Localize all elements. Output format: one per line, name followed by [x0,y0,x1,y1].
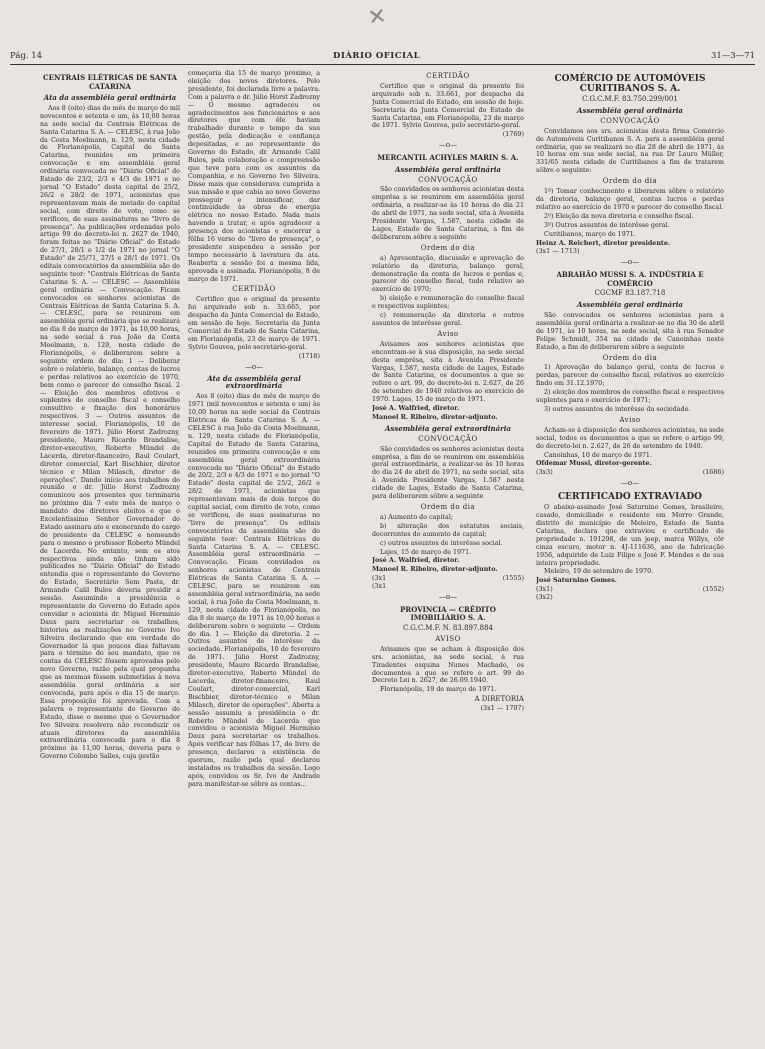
cert-text: Certifico que o original da presente foi arquivado sob n. 33.661, por despacho da Junta Comercial do Estado, em sessão de hoje. Secretaria da Junta Comercial do Estado de Santa Catarina, em Florianópolis, 23 de março de 1971. Sylvio Gouvea, pelo secretário-geral. [372,82,524,130]
company-date: Curitibanos, março de 1971. [544,230,636,238]
ordem-item: 3º) Outros assuntos de interêsse geral. [544,221,670,229]
company-title: MERCANTIL ACHYLES MARIN S. A. [377,153,519,163]
company-conv: CONVOCAÇÃO [600,116,660,125]
ordem-item: 3) outros assuntos de interêsse da sociedade. [544,406,691,413]
company-text: Convidamos aos srs. acionistas desta firma Comércio de Automóveis Curitibanos S. A. para a assembléia geral ordinária, que se realizará no dia 28 de abril de 1971, às 10 horas em sua sede social, na rua Dr Lauro Müller, 331/65 nesta cidade de Curitibanos a fim de tratarem sôbre o seguinte: [536,127,724,175]
aviso-text: Avisamos aos senhores acionistas que encontram-se à sua disposição, na sede social desta emprêsa, sita à Avenida Presidente Vargas, 1.587, nesta cidade de Lages, Estado de Santa Catarina, os documentos a que se refere o art. 99, do decreto-lei n. 2.627, de 26 de setembro de 1940 relativos ao exercício de 1970. Lages, 15 de março de 1971. [372,340,524,404]
cert-date: Meleiro, 19 de setembro de 1970. [544,568,654,576]
company-title: ABRAHÃO MUSSI S. A. INDÚSTRIA E COMÉRCIO [556,270,704,288]
aviso-title: Aviso [437,329,459,338]
extra-conv: CONVOCAÇÃO [418,434,478,443]
ordem-item: 2º) Eleição da nova diretoria e conselho fiscal. [544,212,694,220]
company-text: Avisamos que se acham à disposição dos srs. acionistas, na sede social, à rua Tiradentes esquina Nunes Machado, os documentos a que se refere o art. 99 do Decreto Lei n. 2627, de 26.09.1940. [372,645,524,685]
extra-date: Lajes, 15 de março de 1971. [380,548,472,556]
publication-title: DIÁRIO OFICIAL [332,51,421,61]
signature: José A. Walfried, diretor. [372,405,460,413]
ordem-item: b) eleição e remuneração do conselho fiscal e respectivos suplentes; [372,295,524,311]
extra-ordem: Ordem do dia [420,503,476,511]
certidao-ref: (1718) [298,351,320,360]
extra-title: Ata da assembléia geral extraordinária [207,373,301,391]
signature: José A. Walfried, diretor. [372,557,460,565]
company-cgc: C.G.C.M.F. N. 83.897.884 [402,623,494,632]
ordem-item: 1º) Tomar conhecimento e liberarem sôbre o relatório da diretoria, balanço geral, contas lucros e perdas relativo ao exercício de 1970 e parecer do conselho fiscal. [536,188,724,211]
page-date: 31—3—71 [710,51,755,61]
ordem-item: a) Apresentação, discussão e aprovação do relatório da diretoria, balanço geral, demonstração da conta de lucros e perdas e, parecer do conselho fiscal, tudo relativo ao exercício de 1970; [372,254,524,294]
signature: Manoel R. Ribeiro, diretor-adjunto. [372,566,498,574]
ordem-item: c) remuneração da diretoria e outros assuntos de interêsse geral. [372,312,524,327]
aviso-text: Acham-se à disposição dos senhores acionistas, na sede social, todos os documentos a que se refere o artigo 99, do decreto-lei n. 2.627, de 26 de setembro de 1940. [536,426,724,450]
cert-title: CERTIDÃO [426,72,470,80]
signature: José Saturnino Gomes. [536,577,617,585]
extra-item: a) Aumento do capital; [380,513,453,521]
ordem-item: 1) Aprovação do balanço geral, conta de lucros e perdas, parecer do conselho fiscal, relativos ao exercício findo em 31.12.1970; [536,364,724,388]
extra-text: São convidados os senhores acionistas desta emprêsa, a fim de se reunirem em assembléia geral extraordinária, a realizar-se às 10 horas do dia 24 de abril de 1971, na sede social, sita à Avenida Presidente Vargas, 1.587 nesta cidade de Lages, Estado de Santa Catarina, para deliberarem sôbre a seguinte [372,445,524,501]
certidao-text: Certifico que o original da presente foi arquivado sob n. 33.665, por despacho da Junta Comercial do Estado, em sessão de hoje. Secretaria da Junta Comercial do Estado de Santa Catarina, em Florianópolis, 23 de março de 1971. Sylvio Gouvea, pelo secretário-geral. [188,296,320,351]
article-paragraph: Aos 8 (oito) dias do mês de março do mil novecentos e setenta e um, às 10,00 horas na sede social da Centrais Elétricas de Santa Catarina S. A. — CELESC, à rua João da Costa Moelmann, n. 129, nesta cidade de Florianópolis, Capital de Santa Catarina, reunidos em primeira convocação e em assembléia geral ordinária convocada no "Diário Oficial" do Estado de 23/2, 2/3 e 4/3 de 1971 e no jornal "O Estado" desta capital de 25/2, 26/2 e 28/2 de 1971, acionistas que representavam mais de metade do capital social, com direito de voto, como se verificou, de suas assinaturas no "livro de presença". As publicações ordenadas pelo artigo 99 do decreto-lei n. 2627 de 1940, foram feitas no "Diário Oficial" do Estado de 27/1, 28/1 e 1/2 de 1971 no jornal "O Estado" de 25/71, 27/1 e 28/1 de 1971. Os editais convocatórios da assembléia são do seguinte teor: "Centrais Elétricas de Santa Catarina S. A. — CELESC — Assembléia geral ordinária — Convocação. Ficam convocados os senhores acionistas de Centrais Elétricas de Santa Catarina S. A. — CELESC, para se reunirem em assembléia geral ordinária que se realizará no dia 8 de março de 1971, às 10,00 horas, na sede social à rua João da Costa Moelmann, n. 129, nesta cidade de Florianópolis, e deliberarem sobre a seguinte ordem do dia: 1 — Deliberar sobre o relatório, balanço, contas de lucros e perdas relativos ao exercício de 1970, bem como o parecer do conselho fiscal. 2 — Eleição dos membros efetivos e suplentes do conselho fiscal e conselho consultivo e fixação dos honorários respectivos. 3 — Outros assuntos de interesse social. Florianópolis, 10 de fevereiro de 1971. Júlio Horst Zadrozny, presidente, Mauro Ricardo Brandalise, diretor-executivo, Roberto Mündel de Lacerda, diretor-financeiro, Raul Coulart, diretor comercial, Karl Bischbier, diretor técnico e Milan Milasch, diretor de operações". Dando início aos trabalhos do reunião o dr. Júlio Horst Zadrozny comunicou aos presentes que terminaria no próximo dia 7 este mês de março o mandato dos diretores eleitos e que o Excelentíssimo Senhor Governador do Estado assinara ato e exonerando do cargo de presidente da CELESC e nomeando para o mesmo o professor Roberto Mündel de Lacerda. No entanto, sem os atos respectivos ainda não tinham sido publicados no "Diário Oficial" do Estado entendia que o representante do Governo do Estado, Secretário Sem Pasta, dr. Armando Calil Bulos deveria presidir a sessão. Assumindo a presidência o representante do Governo do Estado após convidar o acionista dr. Miguel Herminio Daux para secretariar os trabalhos, historiou as realizações no Governo Ivo Silveira declarando que em verdade do Governador lá que poucos dias faltavam para o término do seu mandato, que os contas da CELESC fôssem aprovadas pelo novo Governo, razão pela qual propunha que as mesmas fôssem submetidas à nova assembléia geral ordinária a ser convocada, para após o dia 15 de março. Essa proposição foi aprovada. Com a palavra o representante do Governo do Estado, disse o mesmo que o Governador Ivo Silveira resolvera não reconduzir os atuais diretores da assembléia extraordinária convocada para o dia 8 próximo às 11,00 horas, deveria para o Governo Colombo Salles, cuja gestão [40,104,180,761]
column-4: COMÉRCIO DE AUTOMÓVEIS CURITIBANOS S. A. C.G.C.M.F. 83.750.299/001 Assembléia geral ordinária CONVOCAÇÃO Convidamos aos srs. acionistas desta firma Comércio de Automóveis Curitibanos S. A. para a assembléia geral ordinária, que se realizará no dia 28 de abril de 1971, às 10 horas em sua sede social, na rua Dr Lauro Müller, 331/65 nesta cidade de Curitibanos a fim de tratarem sôbre o seguinte: Ordem do dia 1º) Tomar conhecimento e liberarem sôbre o relatório da diretoria, balanço geral, contas lucros e perdas relativo ao exercício de 1970 e parecer do conselho fiscal. 2º) Eleição da nova diretoria e conselho fiscal. 3º) Outros assuntos de interêsse geral. Curitibanos, março de 1971. Heinz A. Reichert, diretor presidente. (3x1 — 1713) —o— ABRAHÃO MUSSI S. A. INDÚSTRIA E COMÉRCIO CGCMF 83.187.718 Assembléia geral ordinária São convocados os senhores acionistas para a assembléia geral ordinária a realizar-se no dia 30 de abril de 1971, às 10 horas, na sede social, sita à rua Senador Felipe Schmidt, 354 na cidade de Canoinhas neste Estado, a fim de deliberarem sôbre a seguinte Ordem do dia 1) Aprovação do balanço geral, conta de lucros e perdas, parecer do conselho fiscal, relativos ao exercício findo em 31.12.1970; 2) eleição dos membros do conselho fiscal e respectivos suplentes para o exercício de 1971; 3) outros assuntos de interêsse da sociedade. Aviso Acham-se à disposição dos senhores acionistas, na sede social, todos os documentos a que se refere o artigo 99, do decreto-lei n. 2.627, de 26 de setembro de 1940. Canoinhas, 10 de março de 1971. Ofdemar Mussi, diretor-gerente. (3x3) (1686) —o— CERTIFICADO EXTRAVIADO O abaixo-assinado José Saturnino Gomes, brasileiro, casado, domiciliado e residente em Morro Grande, distrito do município de Meleiro, Estado de Santa Catarina, declara que extraviou o certificado de propriedade n. 191298, de um jeep, marca Willys, côr cinza escuro, motor n. 4J-111636, ano de fabricação 1956, adquirido de Luiz Filipe e José F. Mendes e de sua inteira propriedade. Meleiro, 19 de setembro de 1970. José Saturnino Gomes. (3x1) (1552) (3x2) [536,74,724,602]
page-header [10,50,755,62]
company-cgc: C.G.C.M.F. 83.750.299/001 [582,95,678,103]
column-2: começaria dia 15 de março próximo, a eleição dos novos diretores. Pelo presidente, foi declarada livre a palavra. Com a palavra o dr. Júlio Horst Zadrozny — O mesmo agradeceu os agradecimentos aos funcionários e aos diretores que com êle haviam trabalhado durante o tempo da sua gestão, pela dedicação e confiança depositadas, e ao representante do Governo do Estado, dr. Armando Calil Bulos, pela colaboração e compreensão que teve para com os assuntos da Companhia, e no Governo Ivo Silveira. Disse mais que considerava cumprida a sua missão e que cabia ao novo Governo prosseguir e intensificar, dar continuidade às obras de energia elétrica no nosso Estado. Nada mais havendo a tratar, e após agradecer a presença dos acionistas e encerrar a fôlha 16 verso do "livro de presença", o presidente suspendeu a sessão por tempo necessário à lavratura da ata. Reaberta a sessão foi a mesma lida, aprovada e assinada. Florianópolis, 8 de março de 1971. CERTIDÃO Certifico que o original da presente foi arquivado sob n. 33.665, por despacho da Junta Comercial do Estado, em sessão de hoje. Secretaria da Junta Comercial do Estado de Santa Catarina, em Florianópolis, 23 de março de 1971. Sylvio Gouvea, pelo secretário-geral. (1718) —o— Ata da assembléia geral extraordinária Aos 8 (oito) dias do mês de março de 1971 (mil novecentos e setenta e um) às 10,00 horas na sede social da Centrais Elétricas de Santa Catarina S. A. — CELESC à rua João da Costa Moelmann, n. 129, nesta cidade de Florianópolis, Capital do Estado de Santa Catarina, reunidos em primeira convocação e em assembléia geral extraordinária convocada no "Diário Oficial" do Estado de 20/2, 2/3 e 4/3 de 1971 e no jornal "O Estado" desta capital de 25/2, 26/2 e 28/2 de 1971, acionistas que representavam mais de dois terços do capital social, com direito de voto, como se verificou, de suas assinaturas no "livro de presença". Os editais convocatórios da assembléia são do seguinte teor: Centrais Elétricas de Santa Catarina S. A. — CELESC. Assembléia geral extraordinária — Convocação. Ficam convidados os senhores acionistas de Centrais Elétricas de Santa Catarina S. A. — CELESC, para se reunirem em assembléia geral extraordinária, na sede social, à rua João da Costa Moelmann, n. 129, nesta cidade de Florianópolis, no dia 8 de março de 1971 às 10,00 horas e deliberarem sobre o seguinte — Ordem do dia. 1 — Eleição da diretoria. 2 — Outros assuntos de interêsse da sociedade. Florianópolis, 10 de fevereiro de 1971. Júlio Horst Zadrozny, presidente, Mauro Ricardo Brandalise, diretor-executivo, Roberto Mündel de Lacerda, diretor-financeiro, Raul Coulart, diretor-comercial, Karl Bischbier, diretor-técnico e Milan Milasch, diretor de operações". Aberta a sessão assumiu a presidência o dr. Roberto Mündel de Lacerda que convidou o acionista Miguel Herminio Daux para secretariar os trabalhos. Após verificar nas fôlhas 17, do livro de presença, declarou a existência de quorum, razão pela qual declarou instalados os trabalhos da sessão. Logo após, convidou os Sr. Ivo de Andrade para manifestar-se sôbre as contas... [188,70,320,788]
extra-item: b) alteração dos estatutos sociais, decorrentes do aumento de capital; [372,522,524,538]
ordem-item: 2) eleição dos membros do conselho fiscal e respectivos suplentes para o exercício de 1971; [536,389,724,405]
signature: Heinz A. Reichert, diretor presidente. [536,239,671,247]
page-number: Pág. 14 [10,51,43,61]
company-sign: A DIRETORIA [474,695,524,704]
company-text: São convidados os senhores acionistas desta emprêsa a se reunirem em assembléia geral ordinária, a realizar-se às 10 horas do dia 21 de abril de 1971, na sede social, sita à Avenida Presidente Vargas, 1.587, nesta cidade de Lages, Estado de Santa Catarina, a fim de deliberarem sôbre a seguinte [372,186,524,241]
article-subtitle: Ata da assembléia geral ordinária [43,93,177,102]
company-subtitle: Assembléia geral ordinária [577,105,683,115]
company-conv: CONVOCAÇÃO [418,175,478,184]
company-cgc: CGCMF 83.187.718 [594,289,666,298]
column-1 [40,70,180,1030]
extra-text: Aos 8 (oito) dias do mês de março de 1971 (mil novecentos e setenta e um) às 10,00 horas na sede social da Centrais Elétricas de Santa Catarina S. A. — CELESC à rua João da Costa Moelmann, n. 129, nesta cidade de Florianópolis, Capital do Estado de Santa Catarina, reunidos em primeira convocação e em assembléia geral extraordinária convocada no "Diário Oficial" do Estado de 20/2, 2/3 e 4/3 de 1971 e no jornal "O Estado" desta capital de 25/2, 26/2 e 28/2 de 1971, acionistas que representavam mais de dois terços do capital social, com direito de voto, como se verificou, de suas assinaturas no "livro de presença". Os editais convocatórios da assembléia são do seguinte teor: Centrais Elétricas de Santa Catarina S. A. — CELESC. Assembléia geral extraordinária — Convocação. Ficam convidados os senhores acionistas de Centrais Elétricas de Santa Catarina S. A. — CELESC, para se reunirem em assembléia geral extraordinária, na sede social, à rua João da Costa Moelmann, n. 129, nesta cidade de Florianópolis, no dia 8 de março de 1971 às 10,00 horas e deliberarem sobre o seguinte — Ordem do dia. 1 — Eleição da diretoria. 2 — Outros assuntos de interêsse da sociedade. Florianópolis, 10 de fevereiro de 1971. Júlio Horst Zadrozny, presidente, Mauro Ricardo Brandalise, diretor-executivo, Roberto Mündel de Lacerda, diretor-financeiro, Raul Coulart, diretor-comercial, Karl Bischbier, diretor-técnico e Milan Milasch, diretor de operações". Aberta a sessão assumiu a presidência o dr. Roberto Mündel de Lacerda que convidou o acionista Miguel Herminio Daux para secretariar os trabalhos. Após verificar nas fôlhas 17, do livro de presença, declarou a existência de quorum, razão pela qual declarou instalados os trabalhos da sessão. Logo após, convidou os Sr. Ivo de Andrade para manifestar-se sôbre as contas... [188,393,320,788]
ordem-title: Ordem do dia [420,243,476,252]
extra-item: c) outros assuntos de interêsse social. [380,539,503,547]
company-ref-left: (3x3) [536,468,553,477]
header-rule [10,64,755,65]
signature: Manoel R. Ribeiro, diretor-adjunto. [372,413,498,421]
cert-ref-left: (3x1) [536,585,553,594]
aviso-title: Aviso [619,415,641,424]
company-ref: (3x1 — 1707) [480,704,524,713]
cert-text: O abaixo-assinado José Saturnino Gomes, brasileiro, casado, domiciliado e residente em Morro Grande, distrito do município de Meleiro, Estado de Santa Catarina, declara que extraviou o certificado de propriedade n. 191298, de um jeep, marca Willys, côr cinza escuro, motor n. 4J-111636, ano de fabricação 1956, adquirido de Luiz Filipe e José F. Mendes e de sua inteira propriedade. [536,504,724,567]
company-aviso: AVISO [435,634,461,643]
cert-ref: (1769) [502,130,524,139]
ordem-title: Ordem do dia [602,353,658,362]
company-text: São convocados os senhores acionistas para a assembléia geral ordinária a realizar-se no dia 30 de abril de 1971, às 10 horas, na sede social, sita à rua Senador Felipe Schmidt, 354 na cidade de Canoinhas neste Estado, a fim de deliberarem sôbre a seguinte [536,312,724,351]
company-date: Canoinhas, 10 de março de 1971. [544,451,652,459]
column-3: CERTIDÃO Certifico que o original da presente foi arquivado sob n. 33.661, por despacho da Junta Comercial do Estado, em sessão de hoje. Secretaria da Junta Comercial do Estado de Santa Catarina, em Florianópolis, 23 de março de 1971. Sylvio Gouvea, pelo secretário-geral. (1769) —o— MERCANTIL ACHYLES MARIN S. A. Assembléia geral ordinária CONVOCAÇÃO São convidados os senhores acionistas desta emprêsa a se reunirem em assembléia geral ordinária, a realizar-se às 10 horas do dia 21 de abril de 1971, na sede social, sita à Avenida Presidente Vargas, 1.587, nesta cidade de Lages, Estado de Santa Catarina, a fim de deliberarem sôbre a seguinte Ordem do dia a) Apresentação, discussão e aprovação do relatório da diretoria, balanço geral, demonstração da conta de lucros e perdas e, parecer do conselho fiscal, tudo relativo ao exercício de 1970; b) eleição e remuneração do conselho fiscal e respectivos suplentes; c) remuneração da diretoria e outros assuntos de interêsse geral. Aviso Avisamos aos senhores acionistas que encontram-se à sua disposição, na sede social desta emprêsa, sita à Avenida Presidente Vargas, 1.587, nesta cidade de Lages, Estado de Santa Catarina, os documentos a que se refere o art. 99, do decreto-lei n. 2.627, de 26 de setembro de 1940 relativos ao exercício de 1970. Lages, 15 de março de 1971. José A. Walfried, diretor. Manoel R. Ribeiro, diretor-adjunto. Assembléia geral extraordinária CONVOCAÇÃO São convidados os senhores acionistas desta emprêsa, a fim de se reunirem em assembléia geral extraordinária, a realizar-se às 10 horas do dia 24 de abril de 1971, na sede social, sita à Avenida Presidente Vargas, 1.587 nesta cidade de Lages, Estado de Santa Catarina, para deliberarem sôbre a seguinte Ordem do dia a) Aumento do capital; b) alteração dos estatutos sociais, decorrentes do aumento de capital; c) outros assuntos de interêsse social. Lajes, 15 de março de 1971. José A. Walfried, diretor. Manoel R. Ribeiro, diretor-adjunto. (3x1 (1555) (3x1 —o— PROVINCIA — CRÉDITO IMOBILIÁRIO S. A. C.G.C.M.F. N. 83.897.884 AVISO Avisamos que se acham à disposição dos srs. acionistas, na sede social, à rua Tiradentes esquina Nunes Machado, os documentos a que se refere o art. 99 do Decreto Lei n. 2627, de 26.09.1940. Florianópolis, 19 de março de 1971. A DIRETORIA (3x1 — 1707) [372,72,524,713]
company-ref: (1686) [702,468,724,477]
company-subtitle: Assembléia geral ordinária [577,300,683,310]
extra-title: Assembléia geral extraordinária [385,423,511,433]
company-ref: (3x1 — 1713) [536,247,580,256]
pen-mark: ✕ [366,3,389,32]
ordem-title: Ordem do dia [602,177,658,186]
cert-ref-left-2: (3x2) [536,593,553,602]
article-title: CENTRAIS ELÉTRICAS DE SANTA CATARINA [43,73,177,91]
signature: Ofdemar Mussi, diretor-gerente. [536,460,652,468]
company-title: PROVINCIA — CRÉDITO IMOBILIÁRIO S. A. [400,604,496,623]
cert-title: CERTIFICADO EXTRAVIADO [558,492,702,503]
article-paragraph: começaria dia 15 de março próximo, a eleição dos novos diretores. Pelo presidente, foi declarada livre a palavra. Com a palavra o dr. Júlio Horst Zadrozny — O mesmo agradeceu os agradecimentos aos funcionários e aos diretores que com êle haviam trabalhado durante o tempo da sua gestão, pela dedicação e confiança depositadas, e ao representante do Governo do Estado, dr. Armando Calil Bulos, pela colaboração e compreensão que teve para com os assuntos da Companhia, e no Governo Ivo Silveira. Disse mais que considerava cumprida a sua missão e que cabia ao novo Governo prosseguir e intensificar, dar continuidade às obras de energia elétrica no nosso Estado. Nada mais havendo a tratar, e após agradecer a presença dos acionistas e encerrar a fôlha 16 verso do "livro de presença", o presidente suspendeu a sessão por tempo necessário à lavratura da ata. Reaberta a sessão foi a mesma lida, aprovada e assinada. Florianópolis, 8 de março de 1971. [188,70,320,283]
company-title: COMÉRCIO DE AUTOMÓVEIS CURITIBANOS S. A. [554,74,706,94]
company-subtitle: Assembléia geral ordinária [395,164,501,174]
cert-ref: (1552) [702,585,724,594]
extra-ref: (1555) [502,574,524,583]
certidao-title: CERTIDÃO [232,285,276,294]
extra-ref-left-2: (3x1 [372,582,387,591]
company-date: Florianópolis, 19 de março de 1971. [380,686,497,694]
extra-ref-left: (3x1 [372,574,387,583]
